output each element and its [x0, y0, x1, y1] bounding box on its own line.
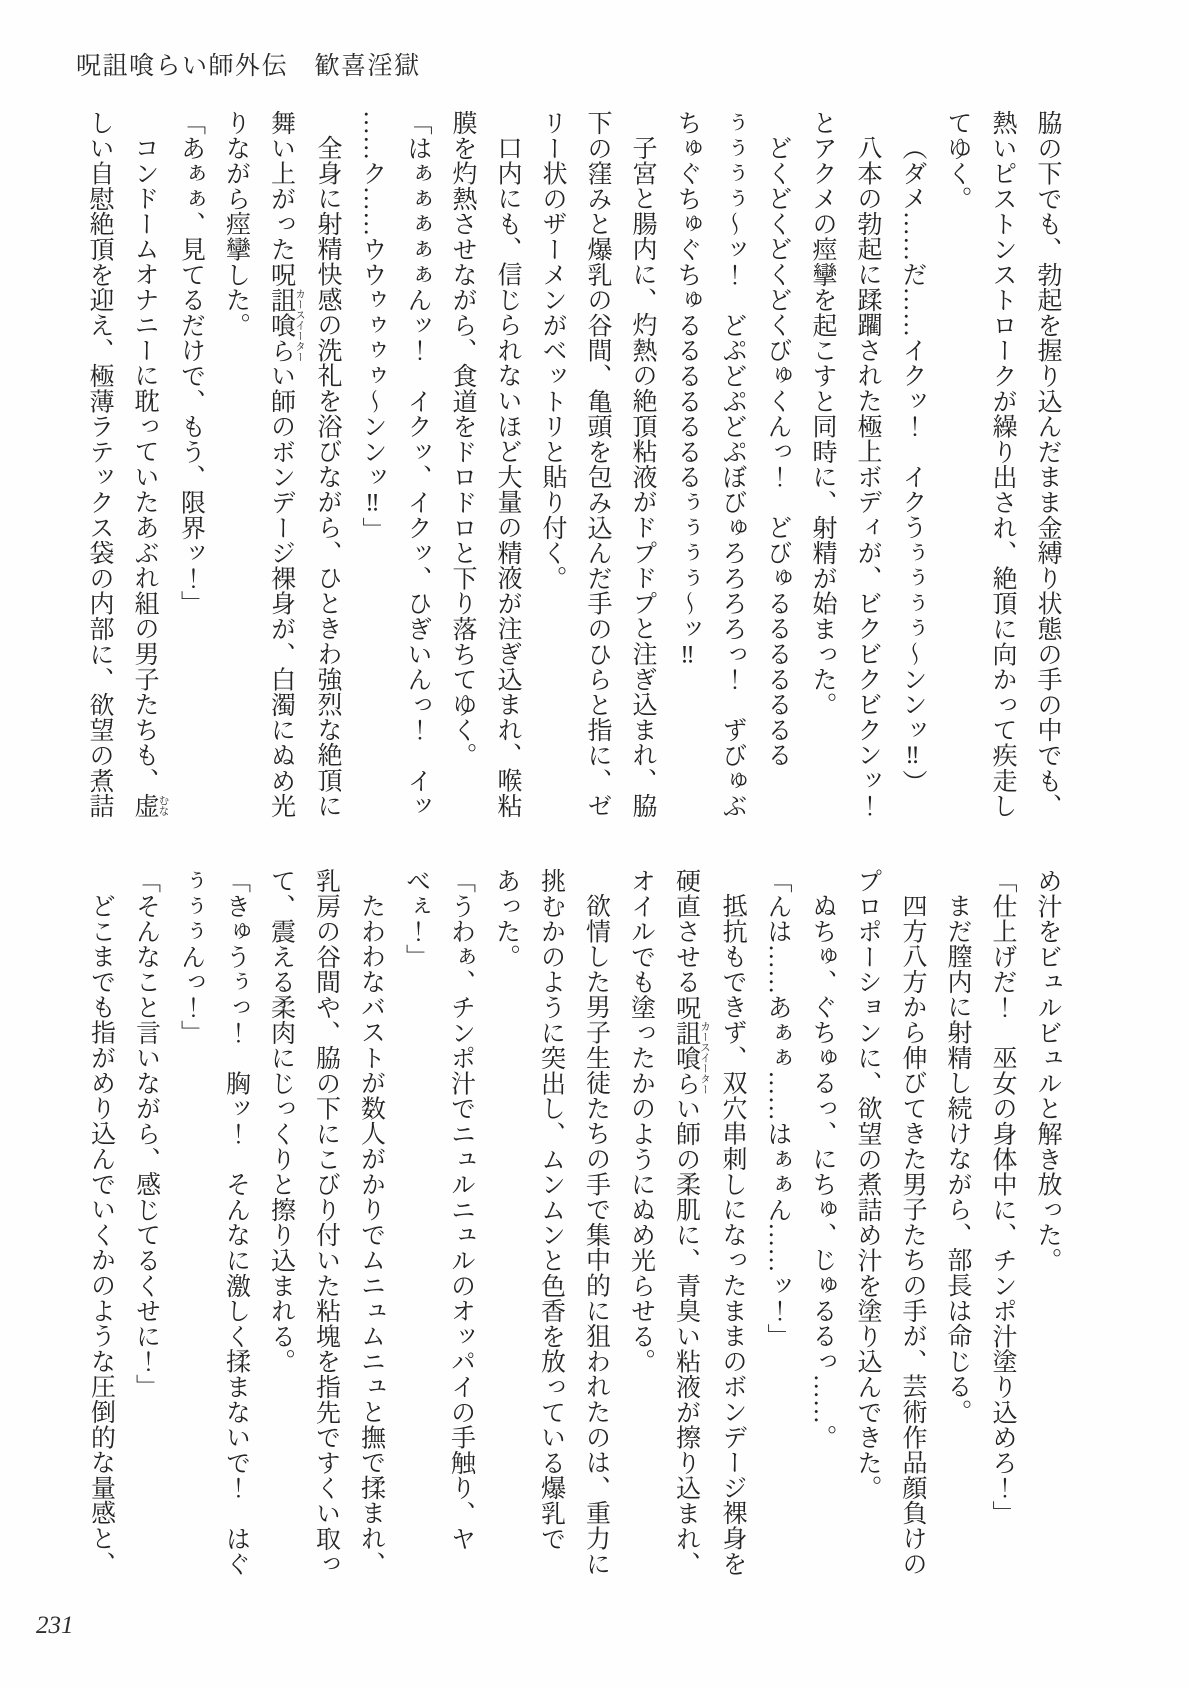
- text-column: とアクメの痙攣を起こすと同時に、射精が始まった。: [809, 110, 836, 718]
- text-column: 「仕上げだ！ 巫女の身体中に、チンポ汁塗り込めろ！」: [989, 868, 1016, 1526]
- text-column: プロポーションに、欲望の煮詰め汁を塗り込んできた。: [854, 868, 881, 1501]
- text-column: （ダメ……だ……イクッ！ イクうぅぅぅぅ～ンンッ‼）: [899, 135, 926, 795]
- text-column: 全身に射精快感の洗礼を浴びながら、ひときわ強烈な絶頂に: [314, 135, 341, 819]
- text-column: 「あぁぁ、見てるだけで、もう、限界ッ！」: [177, 110, 205, 616]
- text-column: 下の窪みと爆乳の谷間、亀頭を包み込んだ手のひらと指に、ゼ: [584, 110, 611, 819]
- text-column: たわわなバストが数人がかりでムニュムニュと撫で揉まれ、: [357, 893, 385, 1577]
- text-column: ぅぅぅぅ～ッ！ どぷどぷどぷぼびゅろろろろっ！ ずびゅぶ: [719, 110, 746, 819]
- top-text-block: [78, 110, 1070, 832]
- text-column: 八本の勃起に蹂躙された極上ボディが、ビクビクビクンッ！: [854, 135, 881, 819]
- text-column: リー状のザーメンがベットリと貼り付く。: [539, 110, 566, 591]
- text-column: ちゅぐちゅぐちゅるるるるるるるぅぅぅぅ～ッ‼: [674, 110, 701, 669]
- text-column: てゆく。: [944, 110, 971, 212]
- ruby-annotated-word: 呪詛喰らい カースイーター: [672, 994, 710, 1121]
- text-column: べぇ！」: [402, 868, 430, 970]
- text-column: 子宮と腸内に、灼熱の絶頂粘液がドプドプと注ぎ込まれ、脇: [629, 135, 656, 819]
- text-column: 「んは……あぁぁ……はぁぁん……ッ！」: [764, 868, 791, 1349]
- text-column: 脇の下でも、勃起を握り込んだまま金縛り状態の手の中でも、: [1034, 110, 1061, 819]
- text-column: オイルでも塗ったかのようにぬめ光らせる。: [627, 868, 655, 1374]
- running-header-title: 呪詛喰らい師外伝 歓喜淫獄: [76, 53, 421, 80]
- page-number: 231: [36, 1612, 74, 1639]
- text-column: ぬちゅ、ぐちゅるっ、にちゅ、じゅるるっ……。: [809, 893, 836, 1450]
- text-column: りながら痙攣した。: [222, 110, 250, 338]
- bottom-text-block: [78, 868, 1070, 1586]
- text-column: 硬直させる呪詛喰らい カースイーター師の柔肌に、青臭い粘液が擦り込まれ、: [672, 868, 710, 1577]
- text-column: 膜を灼熱させながら、食道をドロドロと下り落ちてゆく。: [449, 110, 476, 768]
- text-column: 口内にも、信じられないほど大量の精液が注ぎ込まれ、喉粘: [494, 135, 521, 819]
- ruby-annotated-word: 虚 むな: [131, 792, 169, 819]
- text-column: ……ク……ウウゥゥゥゥ～ンンッ‼」: [359, 110, 386, 543]
- text-column: 挑むかのように突出し、ムンムンと色香を放っている爆乳で: [537, 868, 565, 1552]
- text-column: 「うわぁ、チンポ汁でニュルニュルのオッパイの手触り、ヤ: [447, 868, 475, 1552]
- text-column: しい自慰絶頂を迎え、極薄ラテックス袋の内部に、欲望の煮詰: [86, 110, 113, 819]
- text-column: 「きゅうぅっ！ 胸ッ！ そんなに激しく揉まないで！ はぐ: [222, 868, 250, 1577]
- ruby-annotated-word: 呪詛喰らい カースイーター: [267, 261, 305, 389]
- text-column: め汁をビュルビュルと解き放った。: [1034, 868, 1061, 1273]
- text-column: て、震える柔肉にじっくりと擦り込まれる。: [267, 868, 295, 1374]
- text-column: 四方八方から伸びてきた男子たちの手が、芸術作品顔負けの: [899, 893, 926, 1577]
- text-column: 舞い上がった呪詛喰らい カースイーター師のボンデージ裸身が、白濁にぬめ光: [267, 110, 305, 819]
- text-column: まだ膣内に射精し続けながら、部長は命じる。: [944, 893, 971, 1425]
- text-column: 乳房の谷間や、脇の下にこびり付いた粘塊を指先ですくい取っ: [312, 868, 340, 1577]
- text-column: あった。: [492, 868, 520, 970]
- text-column: 熱いピストンストロークが繰り出され、絶頂に向かって疾走し: [989, 110, 1016, 819]
- text-column: コンドームオナニーに耽っていたあぶれ組の男子たちも、虚 むな: [131, 135, 169, 819]
- text-column: どこまでも指がめり込んでいくかのような圧倒的な量感と、: [87, 893, 115, 1577]
- text-column: ぅぅぅんっ！」: [177, 868, 205, 1046]
- text-column: どくどくどくどくびゅくんっ！ どびゅるるるるるるる: [764, 135, 791, 768]
- text-column: 抵抗もできず、双穴串刺しになったままのボンデージ裸身を: [719, 893, 746, 1577]
- text-column: 「はぁぁぁぁぁんッ！ イクッ、イクッ、ひぎいんっ！ イッ: [404, 110, 431, 819]
- text-column: 「そんなこと言いながら、感じてるくせに！」: [132, 868, 160, 1400]
- text-column: 欲情した男子生徒たちの手で集中的に狙われたのは、重力に: [582, 893, 610, 1577]
